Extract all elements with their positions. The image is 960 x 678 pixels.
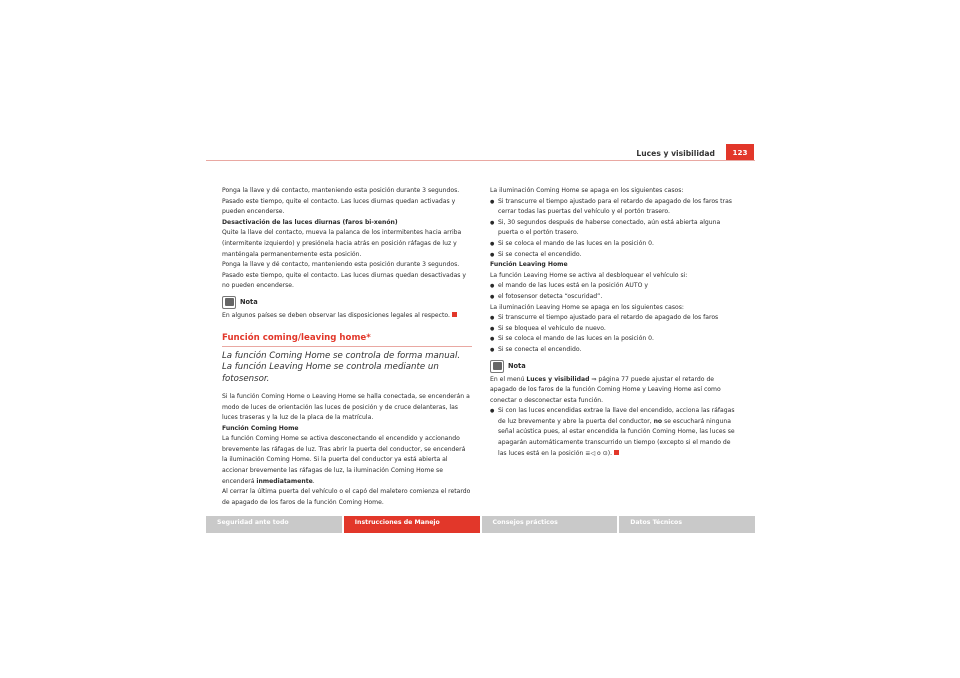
menu-reference: Luces y visibilidad: [526, 375, 590, 383]
list-item: ● Si se coloca el mando de las luces en la posición 0.: [490, 239, 740, 250]
note-text-content: En el menú: [490, 375, 525, 383]
subheading: Desactivación de las luces diurnas (faros bi-xenón): [222, 218, 398, 226]
list-item: ● Si se coloca el mando de las luces en la posición 0.: [490, 334, 740, 345]
paragraph-text: La función Coming Home se activa desconectando el encendido y accionando brevemente las ráfagas de luz. Tras abrir la puerta del conductor, se encenderá la iluminación Coming Home. Si la puerta del conductor ya está abierta al accionar brevemente las ráfagas de luz, la iluminación Coming Home se encenderá: [222, 435, 466, 485]
paragraph: Al cerrar la última puerta del vehículo o el capó del maletero comienza el retardo de apagado de los faros de la función Coming Home.: [222, 488, 471, 506]
list-item: ● Si transcurre el tiempo ajustado para el retardo de apagado de los faros tras cerrar todas las puertas del vehículo y el portón trasero.: [490, 197, 740, 218]
paragraph: Si la función Coming Home o Leaving Home se halla conectada, se encenderán a modo de luces de orientación las luces de posición y de cruce delanteras, las luces traseras y la luz de la placa de la matrícula.: [222, 392, 470, 422]
subheading: Función Leaving Home: [490, 261, 568, 269]
paragraph: La función Coming Home se activa desconectando el encendido y accionando brevemente las ráfagas de luz. Tras abrir la puerta del conductor, se encenderá la iluminación Coming Home. Si la puerta del conductor ya está abierta al accionar brevemente las ráfagas de luz, la iluminación Coming Home se encenderá inmediatamente.: [222, 435, 466, 485]
right-column: [490, 186, 740, 459]
end-of-section-icon: [452, 312, 457, 317]
footer-tab-seguridad[interactable]: Seguridad ante todo: [206, 516, 342, 533]
paragraph: Ponga la llave y dé contacto, manteniendo esta posición durante 3 segundos. Pasado este tiempo, quite el contacto. Las luces diurnas quedan desactivadas y no pueden encenderse.: [222, 261, 467, 290]
section-lead: La función Coming Home se controla de forma manual. La función Leaving Home se controla mediante un fotosensor.: [222, 350, 461, 385]
list-item: ● el mando de las luces está en la posición AUTO y: [490, 281, 740, 292]
note-text: [490, 375, 740, 407]
section-divider: [222, 346, 472, 347]
note-box: [222, 296, 472, 322]
paragraph: La iluminación Coming Home se apaga en los siguientes casos:: [490, 187, 684, 194]
list-item: ● Si transcurre el tiempo ajustado para el retardo de apagado de los faros: [490, 313, 740, 324]
paragraph: La función Leaving Home se activa al desbloquear el vehículo si:: [490, 271, 688, 279]
note-box: [490, 360, 740, 460]
end-of-section-icon: [614, 450, 619, 455]
paragraph: Quite la llave del contacto, mueva la palanca de los intermitentes hacia arriba (intermitente izquierdo) y presiónela hacia atrás en posición ráfagas de luz y manténgala permanentemente esta posición.: [222, 229, 462, 258]
footer-tab-consejos[interactable]: Consejos prácticos: [482, 516, 618, 533]
note-header: [222, 296, 472, 309]
header-divider: [206, 160, 755, 161]
paragraph: Ponga la llave y dé contacto, manteniendo esta posición durante 3 segundos. Pasado este tiempo, quite el contacto. Las luces diurnas quedan activadas y pueden encenderse.: [222, 187, 460, 216]
subheading: Función Coming Home: [222, 424, 299, 432]
page-number: 123: [726, 144, 754, 161]
section-title: Función coming/leaving home*: [222, 332, 371, 343]
emphasis-text: no: [653, 417, 663, 425]
left-column: [222, 186, 472, 508]
note-text: [222, 311, 472, 322]
footer-tab-datos[interactable]: Datos Técnicos: [619, 516, 755, 533]
note-icon: [490, 360, 504, 373]
note-header: [490, 360, 740, 373]
note-text-content: se escuchará ninguna señal acústica pues, al estar encendida la función Coming Home, las luces se apagarán automáticamente transcurrido un tiempo (excepto si el mando de las luces está en la posición ⁠≡◁ o ⁠⊙⁠).: [498, 417, 735, 457]
note-text-content: ⇒ página 77 puede ajustar el retardo de apagado de los faros de la función Coming Home y Leaving Home así como conectar o desconectar esta función.: [490, 375, 721, 404]
running-header-title: Luces y visibilidad: [636, 149, 715, 158]
paragraph: La iluminación Leaving Home se apaga en los siguientes casos:: [490, 303, 684, 311]
list-item: ● Si se bloquea el vehículo de nuevo.: [490, 324, 740, 335]
note-text-content: Si con las luces encendidas extrae la llave del encendido, acciona las ráfagas de luz brevemente y abre la puerta del conductor,: [498, 407, 735, 425]
footer-tab-instrucciones[interactable]: Instrucciones de Manejo: [344, 516, 480, 533]
list-item: ● Si, 30 segundos después de haberse conectado, aún está abierta alguna puerta o el portón trasero.: [490, 218, 740, 239]
list-item: ● Si se conecta el encendido.: [490, 345, 740, 356]
emphasis-text: inmediatamente: [256, 477, 313, 485]
note-title: Nota: [240, 298, 258, 307]
list-item: ● Si se conecta el encendido.: [490, 250, 740, 261]
note-icon: [222, 296, 236, 309]
list-item: [490, 406, 740, 459]
note-title: Nota: [508, 361, 526, 370]
list-item: ● el fotosensor detecta “oscuridad”.: [490, 292, 740, 303]
footer-nav: [206, 516, 755, 533]
note-text-content: En algunos países se deben observar las disposiciones legales al respecto.: [222, 311, 450, 319]
